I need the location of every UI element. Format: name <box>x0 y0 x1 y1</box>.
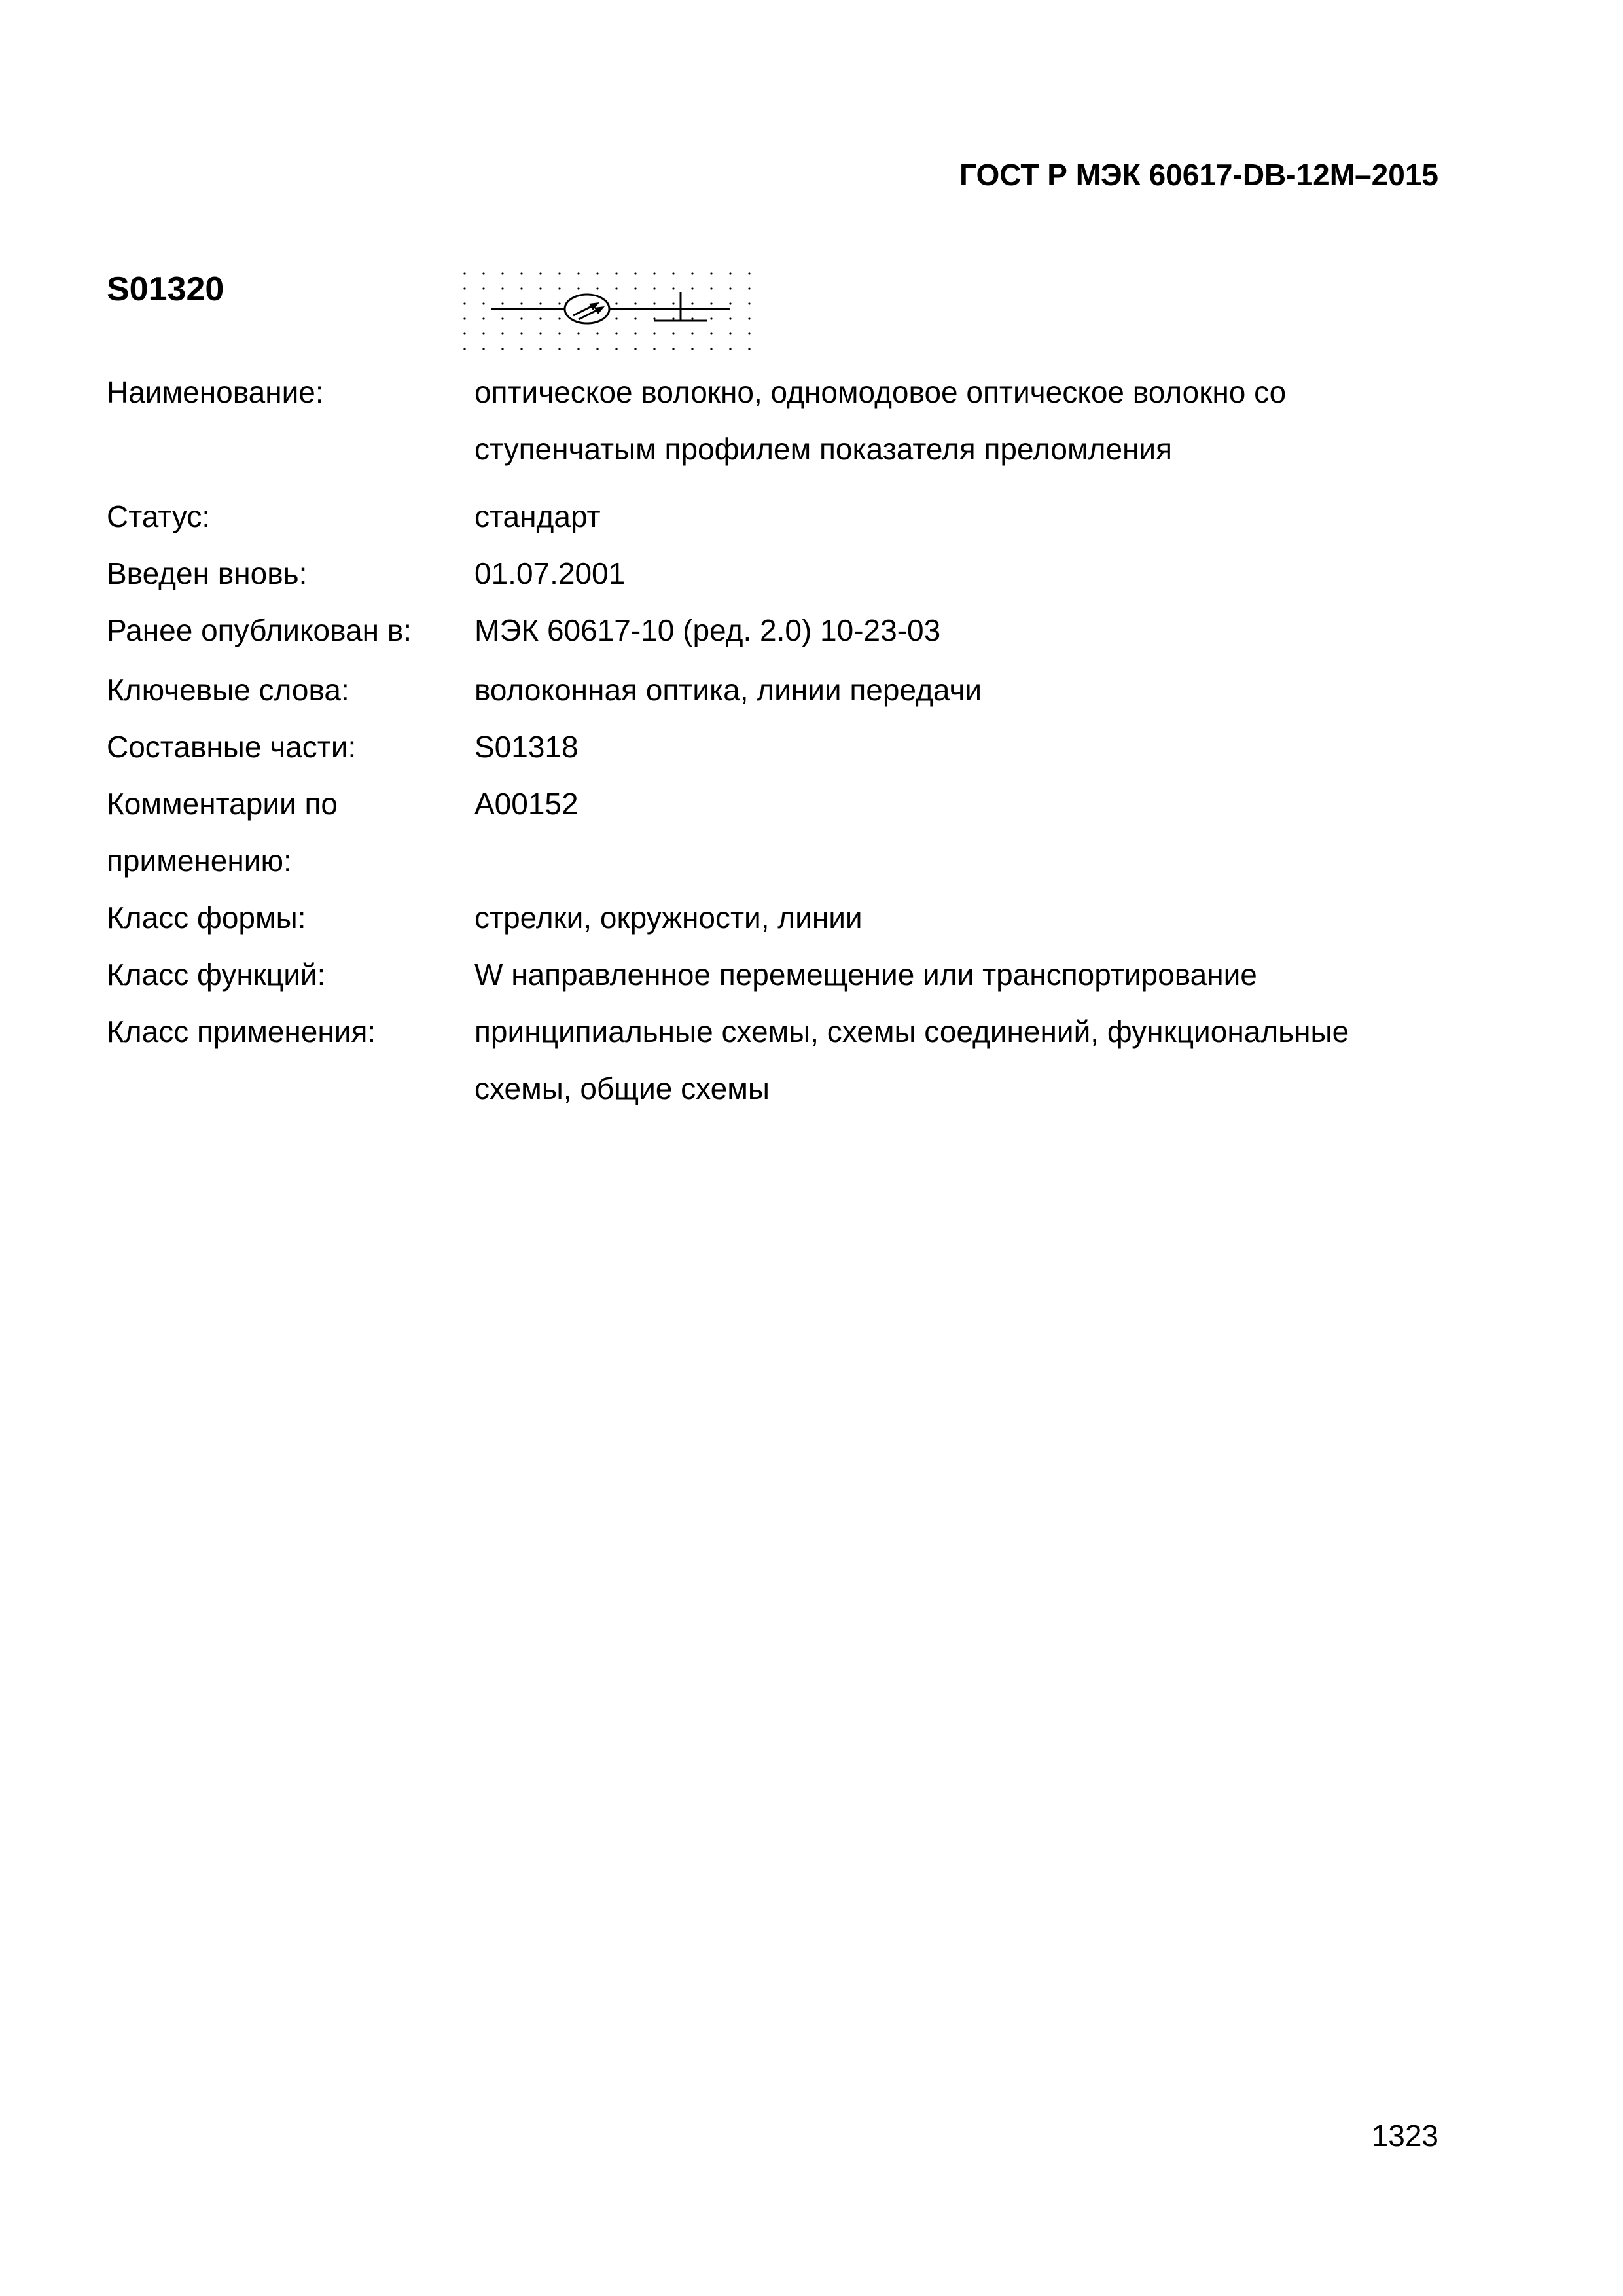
grid-dot <box>501 272 503 274</box>
grid-dot <box>615 348 617 350</box>
grid-dot <box>634 348 636 350</box>
optical-fibre-symbol-icon <box>458 268 766 353</box>
grid-dot <box>482 317 484 319</box>
grid-dot <box>748 332 750 334</box>
grid-dot <box>558 302 560 304</box>
grid-dot <box>748 317 750 319</box>
grid-dot <box>482 302 484 304</box>
grid-dot <box>748 272 750 274</box>
field-row-name <box>107 364 1442 478</box>
grid-dot <box>615 332 617 334</box>
grid-dot <box>539 348 541 350</box>
grid-dot <box>729 317 731 319</box>
grid-dot <box>463 272 465 274</box>
field-value: стрелки, окружности, линии <box>474 901 863 935</box>
grid-dot <box>539 287 541 289</box>
grid-dot <box>691 302 693 304</box>
field-row-function-class <box>107 946 1442 1003</box>
grid-dot <box>463 317 465 319</box>
grid-dot <box>596 287 598 289</box>
document-header-title: ГОСТ Р МЭК 60617-DB-12M–2015 <box>959 158 1438 192</box>
symbol-properties-table <box>107 364 1442 1117</box>
grid-dot <box>653 332 655 334</box>
grid-dot <box>539 302 541 304</box>
grid-dot <box>748 287 750 289</box>
grid-dot <box>501 332 503 334</box>
grid-dot <box>520 348 522 350</box>
grid-dot <box>691 348 693 350</box>
field-value: оптическое волокно, одномодовое оптическое волокно со ступенчатым профилем показателя преломления <box>474 375 1287 466</box>
grid-dot <box>691 317 693 319</box>
grid-dot <box>748 302 750 304</box>
grid-dot <box>596 332 598 334</box>
grid-dot <box>539 317 541 319</box>
grid-dot <box>729 302 731 304</box>
grid-dot <box>463 287 465 289</box>
field-label: Наименование: <box>107 375 324 409</box>
field-label: Статус: <box>107 499 211 533</box>
grid-dot <box>577 287 579 289</box>
field-value: принципиальные схемы, схемы соединений, функциональные схемы, общие схемы <box>474 1014 1349 1105</box>
field-row-keywords <box>107 662 1442 719</box>
grid-dot <box>729 332 731 334</box>
grid-dot <box>482 272 484 274</box>
field-label: Комментарии по применению: <box>107 787 338 878</box>
field-value: МЭК 60617-10 (ред. 2.0) 10-23-03 <box>474 613 941 647</box>
grid-dot <box>501 302 503 304</box>
grid-dot <box>691 332 693 334</box>
grid-dot <box>729 287 731 289</box>
grid-dot <box>615 272 617 274</box>
grid-dot <box>615 302 617 304</box>
grid-dot <box>615 287 617 289</box>
field-label: Ранее опубликован в: <box>107 613 412 647</box>
grid-dot <box>672 348 674 350</box>
grid-dot <box>577 272 579 274</box>
grid-dot <box>520 302 522 304</box>
grid-dot <box>653 287 655 289</box>
grid-dot <box>463 302 465 304</box>
grid-dot <box>520 272 522 274</box>
grid-dot <box>634 302 636 304</box>
grid-dot <box>710 302 712 304</box>
grid-dot <box>539 332 541 334</box>
grid-dot <box>710 272 712 274</box>
grid-dot <box>520 317 522 319</box>
symbol-code: S01320 <box>107 270 224 308</box>
grid-dot <box>748 348 750 350</box>
field-row-components <box>107 719 1442 776</box>
grid-dot <box>653 302 655 304</box>
field-value: W направленное перемещение или транспортирование <box>474 958 1257 992</box>
field-label: Составные части: <box>107 730 357 764</box>
grid-dot <box>691 287 693 289</box>
grid-dot <box>729 272 731 274</box>
field-row-shape-class <box>107 889 1442 946</box>
grid-dot <box>596 348 598 350</box>
grid-dot <box>634 272 636 274</box>
grid-dot <box>634 287 636 289</box>
grid-dot <box>691 272 693 274</box>
field-value: A00152 <box>474 787 579 821</box>
grid-dot <box>672 317 674 319</box>
grid-dot <box>463 348 465 350</box>
grid-dot <box>501 317 503 319</box>
grid-dot <box>672 287 674 289</box>
field-label: Введен вновь: <box>107 556 308 590</box>
grid-dot <box>558 348 560 350</box>
field-label: Класс функций: <box>107 958 326 992</box>
grid-dot <box>729 348 731 350</box>
field-row-introduced <box>107 545 1442 602</box>
field-row-previously-published <box>107 602 1442 659</box>
grid-dot <box>520 287 522 289</box>
grid-dot <box>558 272 560 274</box>
grid-dot <box>463 332 465 334</box>
grid-dot <box>672 272 674 274</box>
field-label: Класс применения: <box>107 1014 376 1049</box>
field-label: Класс формы: <box>107 901 306 935</box>
grid-dot <box>672 332 674 334</box>
grid-dot <box>501 287 503 289</box>
grid-dot <box>577 348 579 350</box>
field-value: волоконная оптика, линии передачи <box>474 673 982 707</box>
grid-dot <box>558 317 560 319</box>
grid-dot <box>615 317 617 319</box>
grid-dot <box>710 348 712 350</box>
grid-dot <box>653 317 655 319</box>
grid-dot <box>482 287 484 289</box>
grid-dot <box>482 348 484 350</box>
grid-dot <box>482 332 484 334</box>
grid-dot <box>710 317 712 319</box>
page-number: 1323 <box>1371 2119 1438 2153</box>
grid-dot <box>558 332 560 334</box>
field-value: 01.07.2001 <box>474 556 626 590</box>
grid-dot <box>710 287 712 289</box>
field-value: S01318 <box>474 730 579 764</box>
field-row-status <box>107 488 1442 545</box>
grid-dot <box>577 332 579 334</box>
grid-dot <box>653 272 655 274</box>
grid-dot <box>520 332 522 334</box>
grid-dot <box>634 317 636 319</box>
grid-dot <box>501 348 503 350</box>
grid-dot <box>558 287 560 289</box>
grid-dot <box>634 332 636 334</box>
field-row-application-class <box>107 1003 1442 1117</box>
field-row-application-notes <box>107 776 1442 889</box>
grid-dot <box>653 348 655 350</box>
grid-dot <box>539 272 541 274</box>
grid-dot <box>672 302 674 304</box>
field-value: стандарт <box>474 499 601 533</box>
grid-dot <box>710 332 712 334</box>
field-label: Ключевые слова: <box>107 673 349 707</box>
grid-dot <box>596 272 598 274</box>
